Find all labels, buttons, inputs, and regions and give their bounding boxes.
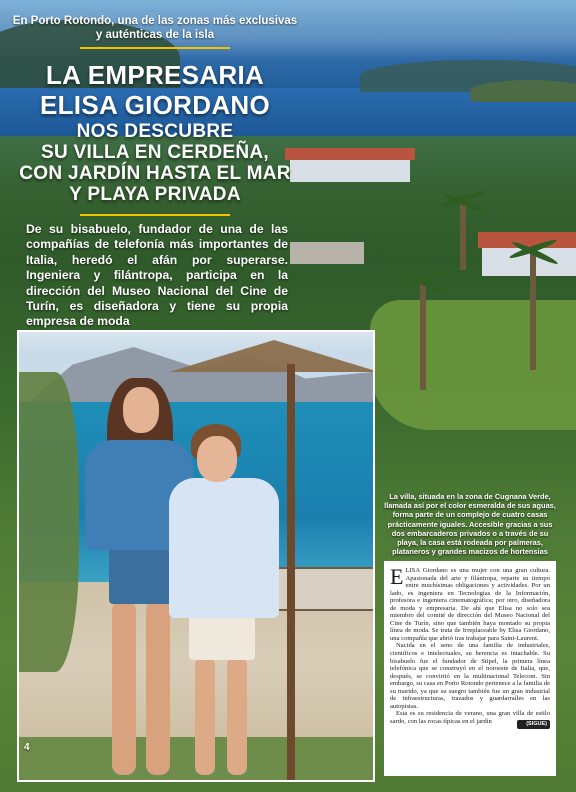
article-paragraph xyxy=(390,564,550,642)
person-boy-shirt xyxy=(169,478,279,618)
headline-main xyxy=(0,60,310,120)
continue-badge: (SIGUE) xyxy=(517,720,550,730)
villa-terrace xyxy=(290,242,364,264)
person-boy-leg xyxy=(195,657,215,775)
background-island xyxy=(470,80,576,102)
article-paragraph-text: LISA Giordano es una mujer con una gran cultura. Apasionada del arte y filántropa, reparte su tiempo entre muchísimas obligaciones y actividades. Por un lado, es ingeniera en Tecnologías de la Información, profesora e ingeniera cinematográfica; por otro, diseñadora de moda y empresaria. De ahí que Elisa no solo sea miembro del comité de dirección del Museo Nacional del Cine de Turín, sino que también haya montado su propia línea de moda. Se trata de Irreplaceable by Elisa Giordano, una compañía que abrió tras trabajar para Saint-Laurent. xyxy=(390,567,550,642)
accent-rule-top xyxy=(80,47,230,49)
headline-line: ELISA GIORDANO xyxy=(39,90,271,120)
article-paragraph: Nacida en el seno de una familia de industriales, científicos e intelectuales, su herencia es intachable. Su bisabuelo fue el fundador de Stipel, la primera línea telefónica que se construyó en el noroeste de Italia, que, después, se convirtió en la multinacional Telecom. Sin embargo, su casa en Porto Rotondo pertenece a la familia de su marido, ya que su suegro también fue un gran industrial de infraestructuras, trazados y guardarraíles en las autopistas. xyxy=(390,642,550,710)
headline-line: Y PLAYA PRIVADA xyxy=(69,184,241,205)
garden-lawn xyxy=(370,300,576,430)
article-body xyxy=(384,561,556,776)
headline-line: CON JARDÍN HASTA EL MAR xyxy=(19,163,291,184)
photo-caption: La villa, situada en la zona de Cugnana Verde, llamada así por el color esmeralda de sus aguas, forma parte de un complejo de cuatro casas prácticamente iguales. Accesible gracias a sus dos embarcaderos privados o a través de su playa, la casa está rodeada por palmeras, plataneros y grandes macizos de hortensias xyxy=(384,492,556,557)
article-paragraph-text: Esta es su residencia de verano, una gran villa de estilo sardo, con las rocas típicas en el jardín xyxy=(390,710,550,725)
person-boy-leg xyxy=(227,657,247,775)
photo-vegetation xyxy=(19,372,79,672)
page-number: 4 xyxy=(24,742,30,753)
kicker-text: En Porto Rotondo, una de las zonas más exclusivas y auténticas de la isla xyxy=(12,15,298,41)
article-paragraph xyxy=(390,710,550,725)
photo-parasol xyxy=(169,340,375,372)
headline-line: SU VILLA EN CERDEÑA, xyxy=(40,142,270,163)
person-woman-leg xyxy=(146,600,170,775)
person-woman-face xyxy=(123,387,159,433)
photo-sun-lounger xyxy=(269,567,375,611)
person-woman-leg xyxy=(112,600,136,775)
person-woman-shorts xyxy=(109,544,175,604)
main-photo xyxy=(17,330,375,782)
headline-line: NOS DESCUBRE xyxy=(76,121,234,142)
headline-line: LA EMPRESARIA xyxy=(45,60,265,90)
photo-mountains xyxy=(19,340,375,410)
photo-parasol-pole xyxy=(287,364,295,782)
person-boy-shorts xyxy=(189,612,255,660)
person-boy-face xyxy=(197,436,237,482)
accent-rule-bottom xyxy=(80,214,230,216)
drop-cap: E xyxy=(390,564,404,589)
headline-sub xyxy=(0,121,310,205)
standfirst: De su bisabuelo, fundador de una de las compañías de telefonía más importantes de Italia, heredó el afán por superarse. Ingeniera y filántropa, participa en la dirección del Museo Nacional del Cine de Turín, es diseñadora y tiene su propia empresa de moda xyxy=(26,222,288,329)
